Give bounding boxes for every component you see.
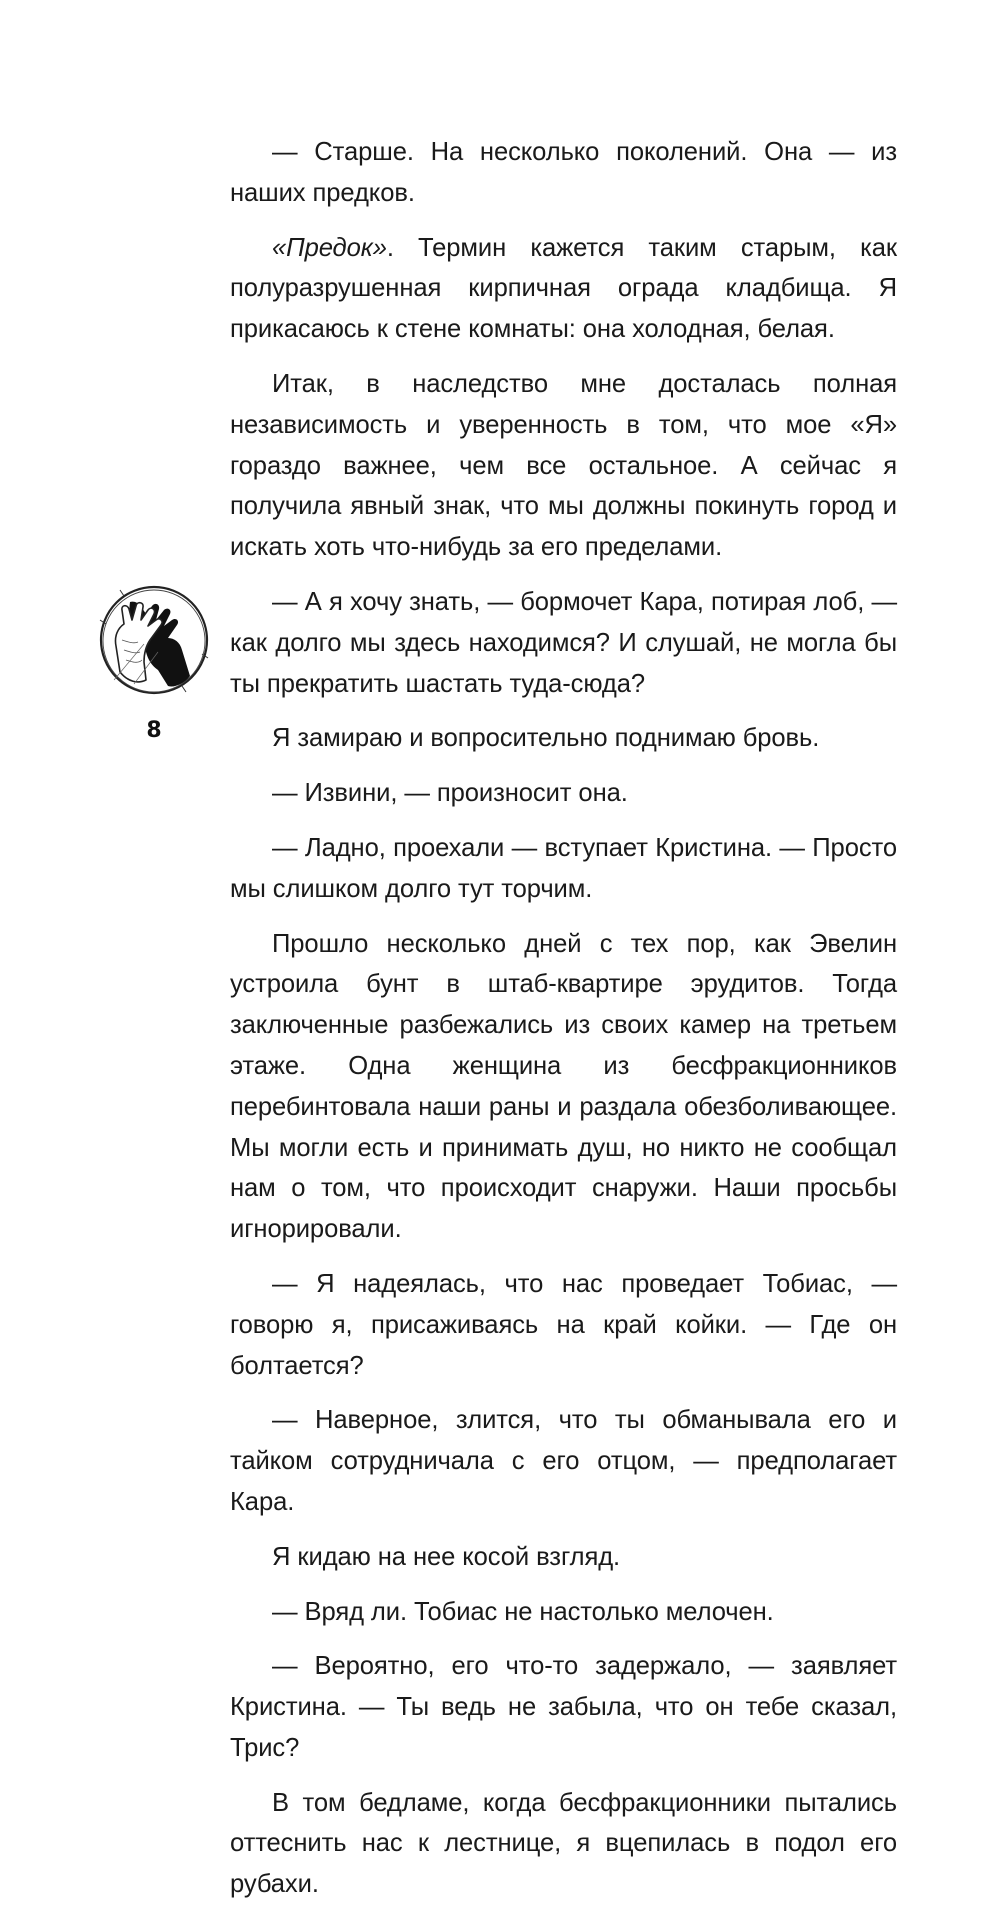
paragraph-3: Итак, в наследство мне досталась полная независимость и уверенность в том, что мое «Я» гораздо важнее, чем все остальное. А сейчас я получила явный знак, что мы должны покинуть город и искать хоть что-нибудь за его пределами. bbox=[230, 369, 897, 562]
hands-emblem-icon bbox=[94, 580, 214, 700]
paragraph-14: В том бедламе, когда бесфракционники пытались оттеснить нас к лестнице, я вцепилась в подол его рубахи. bbox=[230, 1788, 897, 1899]
paragraph-8: Прошло несколько дней с тех пор, как Эвелин устроила бунт в штаб-квартире эрудитов. Тогда заключенные разбежались из своих камер на третьем этаже. Одна женщина из бесфракционников перебинтовала наши раны и раздала обезболивающее. Мы могли есть и принимать душ, но никто не сообщал нам о том, что происходит снаружи. Наши просьбы игнорировали. bbox=[230, 929, 897, 1244]
page-text bbox=[230, 132, 897, 1919]
paragraph-1: — Старше. На несколько поколений. Она — из наших предков. bbox=[230, 138, 897, 207]
paragraph-2: «Предок». Термин кажется таким старым, как полуразрушенная кирпичная ограда кладбища. Я прикасаюсь к стене комнаты: она холодная, белая. bbox=[230, 233, 897, 344]
italic-term: «Предок» bbox=[272, 233, 387, 262]
paragraph-5: Я замираю и вопросительно поднимаю бровь. bbox=[272, 724, 820, 753]
paragraph-6: — Извини, — произносит она. bbox=[272, 779, 628, 808]
paragraph-9: — Я надеялась, что нас проведает Тобиас, — говорю я, присаживаясь на край койки. — Где он болтается? bbox=[230, 1269, 897, 1380]
paragraph-11: Я кидаю на нее косой взгляд. bbox=[272, 1542, 621, 1571]
page-number: 8 bbox=[146, 718, 162, 743]
paragraph-13: — Вероятно, его что-то задержало, — заявляет Кристина. — Ты ведь не забыла, что он тебе сказал, Трис? bbox=[230, 1652, 897, 1762]
paragraph-4: — А я хочу знать, — бормочет Кара, потирая лоб, — как долго мы здесь находимся? И слушай, не могла бы ты прекратить шастать туда-сюда? bbox=[230, 587, 897, 698]
paragraph-10: — Наверное, злится, что ты обманывала его и тайком сотрудничала с его отцом, — предполагает Кара. bbox=[230, 1406, 897, 1516]
paragraph-12: — Вряд ли. Тобиас не настолько мелочен. bbox=[272, 1597, 774, 1626]
paragraph-7: — Ладно, проехали — вступает Кристина. — Просто мы слишком долго тут торчим. bbox=[230, 833, 897, 903]
